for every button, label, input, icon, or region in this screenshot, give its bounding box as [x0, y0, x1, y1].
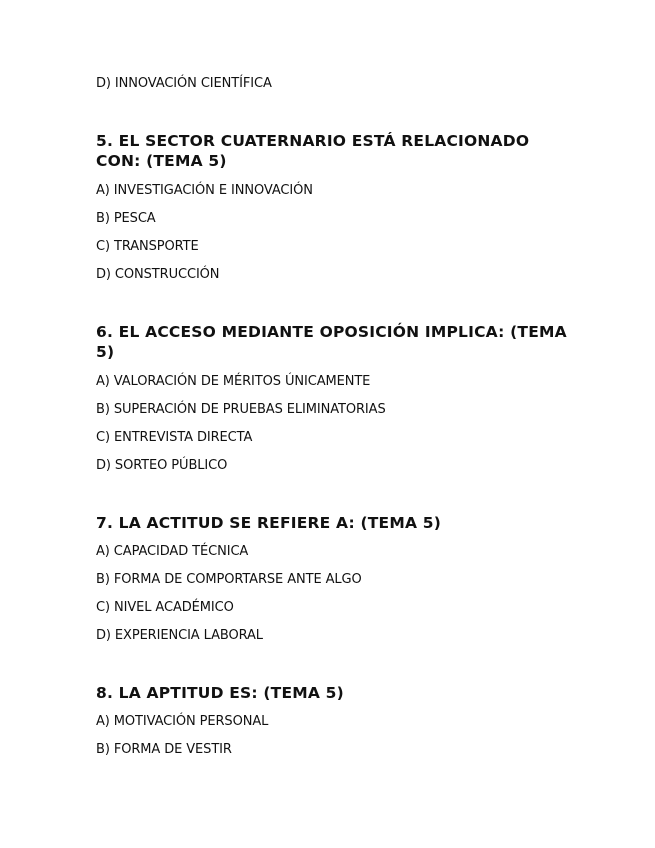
question-7-option-a: A) CAPACIDAD TÉCNICA — [96, 544, 249, 559]
question-6-option-d: D) SORTEO PÚBLICO — [96, 458, 228, 473]
question-5-option-b: B) PESCA — [96, 211, 156, 226]
question-7-option-c: C) NIVEL ACADÉMICO — [96, 600, 234, 615]
option-d-previous-question: D) INNOVACIÓN CIENTÍFICA — [96, 76, 272, 91]
question-5-option-a: A) INVESTIGACIÓN E INNOVACIÓN — [96, 183, 313, 198]
question-6-option-c: C) ENTREVISTA DIRECTA — [96, 430, 253, 445]
question-6-option-b: B) SUPERACIÓN DE PRUEBAS ELIMINATORIAS — [96, 402, 386, 417]
question-7-option-d: D) EXPERIENCIA LABORAL — [96, 628, 263, 643]
question-8-option-a: A) MOTIVACIÓN PERSONAL — [96, 714, 269, 729]
question-8-option-b: B) FORMA DE VESTIR — [96, 742, 232, 757]
question-5-heading: 5. EL SECTOR CUATERNARIO ESTÁ RELACIONADO CON: (TEMA 5) — [96, 132, 530, 170]
question-6-option-a: A) VALORACIÓN DE MÉRITOS ÚNICAMENTE — [96, 374, 371, 389]
question-5-option-c: C) TRANSPORTE — [96, 239, 199, 254]
question-6-heading: 6. EL ACCESO MEDIANTE OPOSICIÓN IMPLICA: (TEMA 5) — [96, 323, 567, 361]
question-5-option-d: D) CONSTRUCCIÓN — [96, 267, 220, 282]
question-8-heading: 8. LA APTITUD ES: (TEMA 5) — [96, 684, 344, 702]
question-7-heading: 7. LA ACTITUD SE REFIERE A: (TEMA 5) — [96, 514, 442, 532]
question-7-option-b: B) FORMA DE COMPORTARSE ANTE ALGO — [96, 572, 362, 587]
